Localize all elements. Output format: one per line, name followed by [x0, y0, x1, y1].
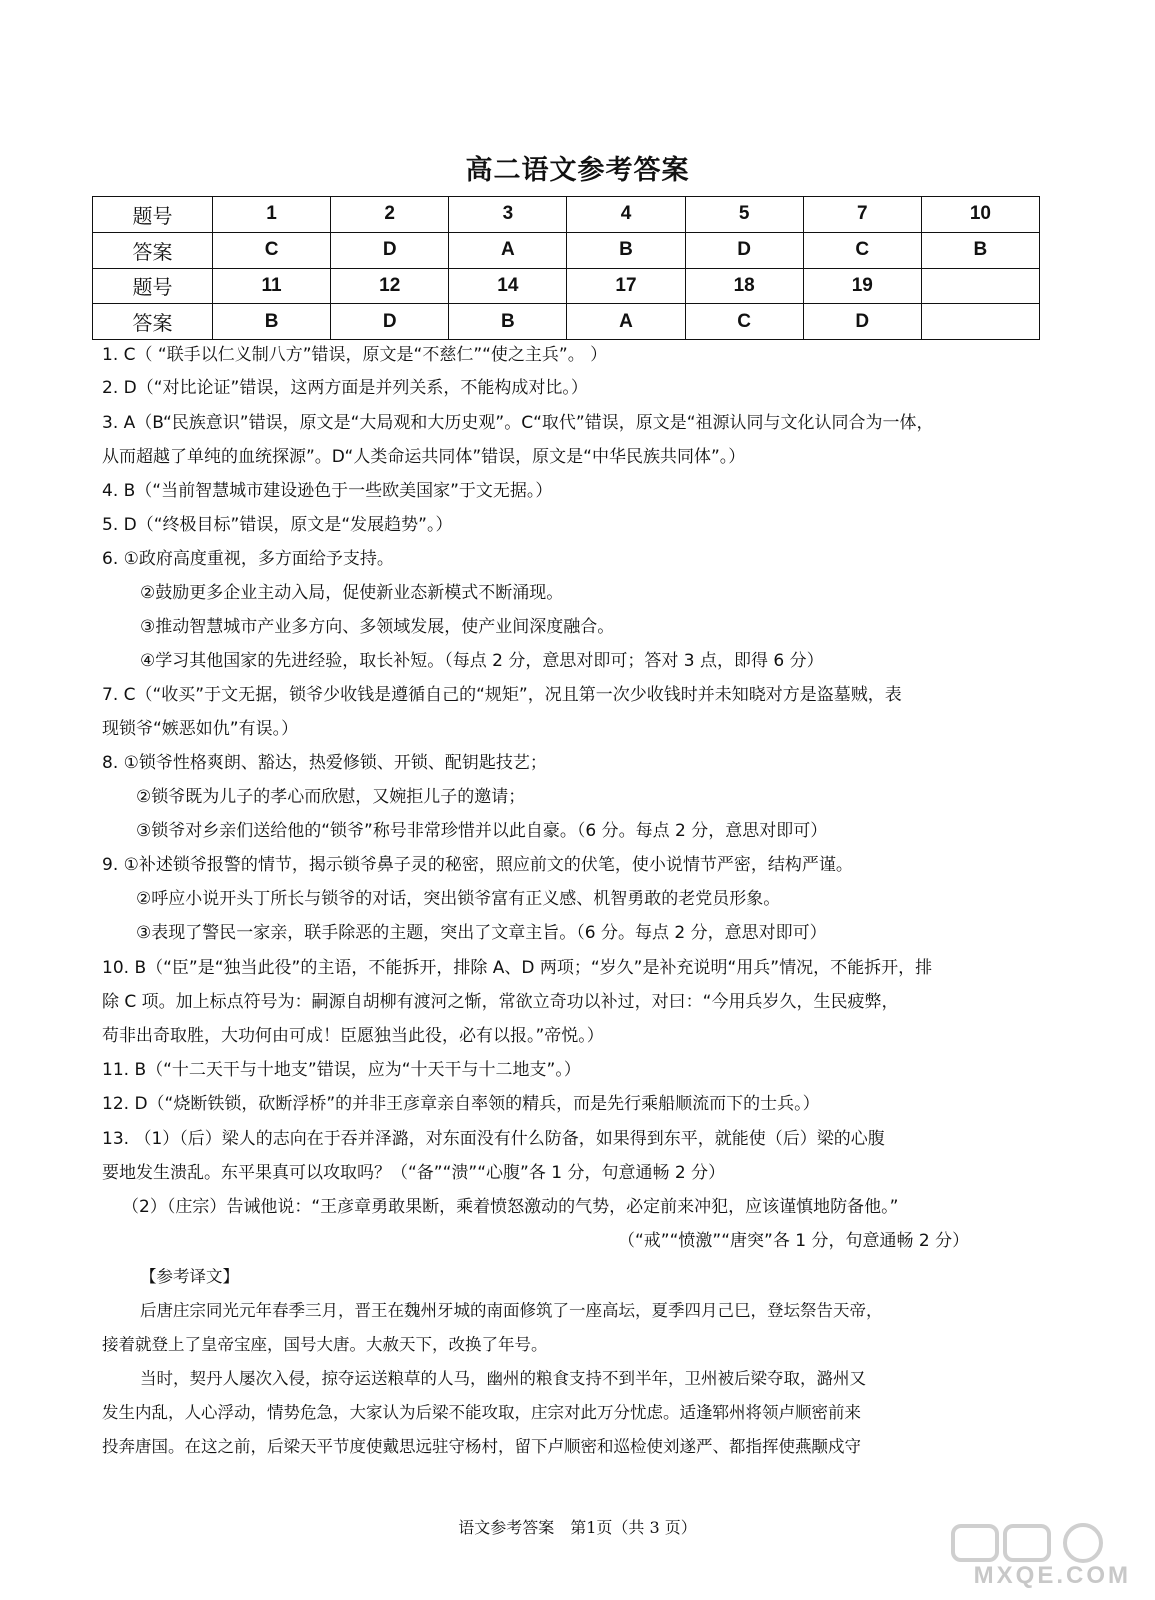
table-cell: B	[449, 304, 567, 340]
answer-line: ③表现了警民一家亲，联手除恶的主题，突出了文章主旨。（6 分。每点 2 分，意思对即可）	[136, 923, 827, 943]
page-footer: 语文参考答案 第1页（共 3 页）	[458, 1518, 697, 1537]
table-cell: 19	[803, 268, 921, 304]
page-title: 高二语文参考答案	[465, 155, 690, 186]
answer-line: 现锁爷“嫉恶如仇”有误。）	[102, 719, 299, 739]
answer-line: 11. B（“十二天干与十地支”错误，应为“十天干与十二地支”。）	[102, 1060, 581, 1080]
table-cell: B	[213, 304, 331, 340]
table-row	[93, 232, 1040, 268]
translation-heading: 【参考译文】	[140, 1267, 239, 1286]
answer-line: ④学习其他国家的先进经验，取长补短。（每点 2 分，意思对即可；答对 3 点，即得 6 分）	[140, 651, 824, 671]
answer-line: 5. D（“终极目标”错误，原文是“发展趋势”。）	[102, 515, 453, 535]
row-label: 题号	[93, 197, 213, 233]
answer-line: ③推动智慧城市产业多方向、多领域发展，使产业间深度融合。	[140, 617, 615, 637]
table-cell	[921, 304, 1039, 340]
answer-line: ②呼应小说开头丁所长与锁爷的对话，突出锁爷富有正义感、机智勇敢的老党员形象。	[136, 889, 781, 909]
answer-line: 8. ①锁爷性格爽朗、豁达，热爱修锁、开锁、配钥匙技艺；	[102, 753, 547, 773]
answer-line: 7. C（“收买”于文无据，锁爷少收钱是遵循自己的“规矩”，况且第一次少收钱时并未知晓对方是盗墓贼，表	[102, 685, 902, 705]
table-cell: 14	[449, 268, 567, 304]
table-cell: D	[331, 304, 449, 340]
table-cell: C	[685, 304, 803, 340]
answer-line: ②锁爷既为儿子的孝心而欣慰，又婉拒儿子的邀请；	[136, 787, 526, 807]
answer-line: 从而超越了单纯的血统探源”。D“人类命运共同体”错误，原文是“中华民族共同体”。）	[102, 447, 746, 467]
answer-line: ③锁爷对乡亲们送给他的“锁爷”称号非常珍惜并以此自豪。（6 分。每点 2 分，意思对即可）	[136, 821, 828, 841]
table-cell: 2	[331, 197, 449, 233]
table-cell: A	[449, 232, 567, 268]
answer-line: （“戒”“愤激”“唐突”各 1 分，句意通畅 2 分）	[618, 1231, 970, 1251]
translation-line: 接着就登上了皇帝宝座，国号大唐。大赦天下，改换了年号。	[102, 1335, 548, 1354]
answer-line: 3. A（B“民族意识”错误，原文是“大局观和大历史观”。C“取代”错误，原文是“祖源认同与文化认同合为一体，	[102, 413, 934, 433]
table-row	[93, 304, 1040, 340]
table-cell: 5	[685, 197, 803, 233]
table-cell: 17	[567, 268, 685, 304]
table-cell: A	[567, 304, 685, 340]
table-cell: 3	[449, 197, 567, 233]
table-cell: 11	[213, 268, 331, 304]
answer-line: 除 C 项。加上标点符号为：嗣源自胡柳有渡河之惭，常欲立奇功以补过，对曰：“今用兵岁久，生民疲弊，	[102, 992, 899, 1012]
answer-line: 1. C（ “联手以仁义制八方”错误，原文是“不慈仁”“使之主兵”。 ）	[102, 345, 608, 365]
translation-line: 后唐庄宗同光元年春季三月，晋王在魏州牙城的南面修筑了一座高坛，夏季四月己巳，登坛祭告天帝，	[140, 1301, 883, 1320]
watermark-text: MXQE.COM	[973, 1562, 1131, 1589]
table-cell: D	[803, 304, 921, 340]
answer-line: 10. B（“臣”是“独当此役”的主语，不能拆开，排除 A、D 两项；“岁久”是补充说明“用兵”情况，不能拆开，排	[102, 958, 933, 978]
table-cell: D	[685, 232, 803, 268]
answer-line: 2. D（“对比论证”错误，这两方面是并列关系，不能构成对比。）	[102, 378, 588, 398]
answer-line: 12. D（“烧断铁锁，砍断浮桥”的并非王彦章亲自率领的精兵，而是先行乘船顺流而下的士兵。）	[102, 1094, 820, 1114]
table-cell: B	[921, 232, 1039, 268]
answer-table	[92, 196, 1040, 340]
answer-line: ②鼓励更多企业主动入局，促使新业态新模式不断涌现。	[140, 583, 564, 603]
table-cell: C	[803, 232, 921, 268]
table-cell: 1	[213, 197, 331, 233]
table-cell: 4	[567, 197, 685, 233]
translation-line: 投奔唐国。在这之前，后梁天平节度使戴思远驻守杨村，留下卢顺密和巡检使刘遂严、都指挥使燕颙戍守	[102, 1437, 861, 1456]
answer-line: 9. ①补述锁爷报警的情节，揭示锁爷鼻子灵的秘密，照应前文的伏笔，使小说情节严密，结构严谨。	[102, 855, 853, 875]
row-label: 答案	[93, 232, 213, 268]
table-cell: 12	[331, 268, 449, 304]
answer-line: 13. （1）（后）梁人的志向在于吞并泽潞，对东面没有什么防备，如果得到东平，就能使（后）梁的心腹	[102, 1129, 885, 1149]
table-cell: B	[567, 232, 685, 268]
row-label: 答案	[93, 304, 213, 340]
answer-line: 要地发生溃乱。东平果真可以攻取吗？（“备”“溃”“心腹”各 1 分，句意通畅 2 分）	[102, 1163, 726, 1183]
table-cell: 18	[685, 268, 803, 304]
row-label: 题号	[93, 268, 213, 304]
table-cell: 10	[921, 197, 1039, 233]
table-cell: 7	[803, 197, 921, 233]
table-cell: C	[213, 232, 331, 268]
answer-line: 6. ①政府高度重视，多方面给予支持。	[102, 549, 394, 569]
table-cell: D	[331, 232, 449, 268]
translation-line: 当时，契丹人屡次入侵，掠夺运送粮草的人马，幽州的粮食支持不到半年，卫州被后梁夺取，潞州又	[140, 1369, 866, 1388]
table-row	[93, 268, 1040, 304]
table-row	[93, 197, 1040, 233]
answer-line: 4. B（“当前智慧城市建设逊色于一些欧美国家”于文无据。）	[102, 481, 553, 501]
answer-line: 苟非出奇取胜，大功何由可成！臣愿独当此役，必有以报。”帝悦。）	[102, 1026, 604, 1046]
translation-line: 发生内乱，人心浮动，情势危急，大家认为后梁不能攻取，庄宗对此万分忧虑。适逢郓州将领卢顺密前来	[102, 1403, 861, 1422]
table-cell	[921, 268, 1039, 304]
answer-line: （2）（庄宗）告诫他说：“王彦章勇敢果断，乘着愤怒激动的气势，必定前来冲犯，应该谨慎地防备他。”	[122, 1197, 899, 1217]
